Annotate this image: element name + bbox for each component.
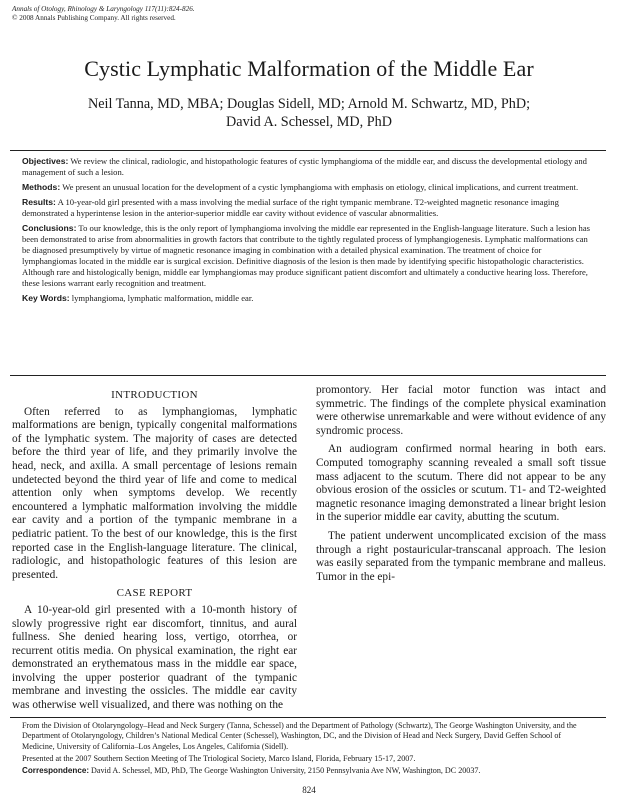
right-column [316,384,606,584]
footer-rule [10,717,606,718]
article-title: Cystic Lymphatic Malformation of the Middle Ear [84,56,534,81]
keywords-label: Key Words: [22,293,70,303]
case-report-paragraph-3: The patient underwent uncomplicated excision of the mass through a right postauricular-transcanal approach. The lesion was easily separated from the tympanic membrane and malleus. Tumor in the epi- [316,529,606,583]
keywords-text: lymphangioma, lymphatic malformation, middle ear. [69,293,254,303]
abstract-conclusions [22,223,590,289]
abstract-bottom-rule [10,375,606,376]
author-list [20,95,598,131]
correspondence-note [22,766,592,776]
journal-header [12,5,195,23]
case-report-heading: CASE REPORT [116,587,193,600]
abstract-keywords [22,293,590,304]
conclusions-text: To our knowledge, this is the only report of lymphangioma involving the middle ear represented in the English-language literature. Such a lesion has been demonstrated to arise from abnormalities in growth factors that contribute to the tightly regulated process of lymphangiogenesis. Lymphatic malformations can be diagnosed presumptively by virtue of magnetic resonance imaging in combination with a detailed physical examination. The treatment of choice for lymphangiomas located in the middle ear is surgical excision. Definitive diagnosis of the lesion is then made by identifying specific histopathologic characteristics. Although rare and histologically benign, middle ear lymphangiomas may produce significant patient discomfort and ultimately a conductive hearing loss. Therefore, these lesions warrant early recognition and treatment. [22,223,590,288]
affiliations-note: From the Division of Otolaryngology–Head and Neck Surgery (Tanna, Schessel) and the Department of Pathology (Schwartz), The George Washington University, and the Department of Otolaryngology, Children’s National Medical Center (Schessel), Washington, DC, and the Division of Head and Neck Surgery, David Geffen School of Medicine, University of California–Los Angeles, Los Angeles, California (Sidell). [22,721,577,751]
footnotes [22,721,592,778]
results-label: Results: [22,197,56,207]
abstract-methods [22,182,590,193]
correspondence-text: David A. Schessel, MD, PhD, The George Washington University, 2150 Pennsylvania Ave NW, Washington, DC 20037. [89,766,481,776]
page-number: 824 [302,785,316,795]
correspondence-label: Correspondence: [22,766,90,776]
case-report-paragraph-1-continued: promontory. Her facial motor function was intact and symmetric. The findings of the complete physical examination were otherwise unremarkable and were without evidence of any syndromic process. [316,384,606,437]
introduction-paragraph: Often referred to as lymphangiomas, lymphatic malformations are benign, typically congenital malformations of the lymphatic system. The majority of cases are detected before the third year of life, and they primarily involve the head, neck, and axilla. A small percentage of lesions remain undetected beyond the third year of life and come to medical attention only when symptoms develop. We recently encountered a lymphatic malformation involving the middle ear cavity and a portion of the tympanic membrane in a pediatric patient. To the best of our knowledge, this is the first reported case in the English-language literature. The clinical, radiologic, and histopathologic features of this lesion are presented. [12,405,297,581]
copyright-notice: © 2008 Annals Publishing Company. All rights reserved. [12,14,176,22]
presentation-note: Presented at the 2007 Southern Section Meeting of The Triological Society, Marco Island, Florida, February 15-17, 2007. [22,753,416,763]
conclusions-label: Conclusions: [22,223,77,233]
introduction-heading: INTRODUCTION [111,389,198,401]
objectives-text: We review the clinical, radiologic, and histopathologic features of cystic lymphangioma of the middle ear, and discuss the developmental etiology and management of such a lesion. [22,156,587,177]
case-report-paragraph-2: An audiogram confirmed normal hearing in both ears. Computed tomography scanning revealed a small soft tissue mass adjacent to the scutum. There did not appear to be any obvious erosion of the ossicles or scutum. T1- and T2-weighted magnetic resonance imaging demonstrated a linear bright lesion in the superior middle ear cavity, abutting the scutum. [316,443,606,524]
abstract-top-rule [10,150,606,151]
author-line-2: David A. Schessel, MD, PhD [226,114,392,130]
abstract-results [22,197,590,219]
objectives-label: Objectives: [22,156,69,166]
abstract [22,156,590,308]
left-column [12,389,297,713]
abstract-objectives [22,156,590,178]
results-text: A 10-year-old girl presented with a mass involving the medial surface of the right tympanic membrane. T2-weighted magnetic resonance imaging demonstrated a hyperintense lesion in the anterior-superior middle ear cavity without evidence of vascular abnormalities. [22,197,559,218]
author-line-1: Neil Tanna, MD, MBA; Douglas Sidell, MD; Arnold M. Schwartz, MD, PhD; [87,96,531,112]
methods-label: Methods: [22,182,61,192]
case-report-paragraph-1: A 10-year-old girl presented with a 10-month history of slowly progressive right ear discomfort, tinnitus, and aural fullness. She denied hearing loss, vertigo, otorrhea, or recurrent otitis media. On physical examination, the right ear demonstrated an erythematous mass in the middle ear space, involving the upper posterior quadrant of the tympanic membrane and investing the ossicles. The middle ear cavity was otherwise well visualized, and there was nothing on the [12,603,297,712]
journal-citation: Annals of Otology, Rhinology & Laryngology 117(11):824-826. [12,5,195,13]
methods-text: We present an unusual location for the development of a cystic lymphangioma with emphasis on etiology, clinical implications, and current treatment. [60,182,579,192]
